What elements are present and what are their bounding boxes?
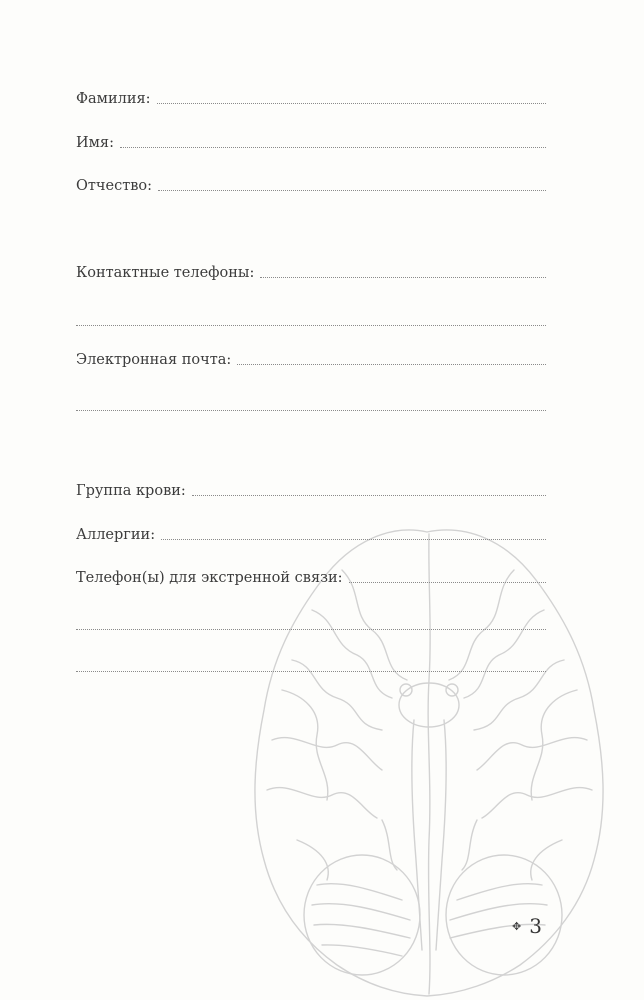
- surname-field[interactable]: [157, 103, 546, 104]
- page-number: 3: [529, 914, 542, 938]
- phones-row: [76, 264, 546, 282]
- patronymic-label: Отчество:: [76, 178, 152, 194]
- patronymic-field[interactable]: [158, 190, 546, 191]
- surname-row: [76, 90, 546, 108]
- allergies-field[interactable]: [161, 539, 546, 540]
- email-row: [76, 351, 546, 369]
- email-label: Электронная почта:: [76, 352, 232, 368]
- name-row: [76, 134, 546, 152]
- email-field[interactable]: [237, 364, 546, 365]
- phones-field-extra[interactable]: [76, 325, 546, 326]
- emergency-phones-field[interactable]: [349, 582, 546, 583]
- patronymic-row: [76, 177, 546, 195]
- emergency-phones-row: [76, 569, 546, 587]
- email-field-extra[interactable]: [76, 410, 546, 411]
- blood-group-label: Группа крови:: [76, 483, 186, 499]
- name-label: Имя:: [76, 135, 114, 151]
- blood-group-row: [76, 482, 546, 500]
- phones-field[interactable]: [260, 277, 546, 278]
- emergency-phones-label: Телефон(ы) для экстренной связи:: [76, 570, 343, 586]
- allergies-row: [76, 526, 546, 544]
- blood-group-field[interactable]: [192, 495, 546, 496]
- emergency-phones-field-extra-2[interactable]: [76, 671, 546, 672]
- name-field[interactable]: [120, 147, 546, 148]
- allergies-label: Аллергии:: [76, 527, 156, 543]
- phones-label: Контактные телефоны:: [76, 265, 255, 281]
- page-footer: [512, 914, 542, 938]
- emergency-phones-field-extra-1[interactable]: [76, 629, 546, 630]
- surname-label: Фамилия:: [76, 91, 151, 107]
- diamond-icon: ✥: [512, 919, 522, 933]
